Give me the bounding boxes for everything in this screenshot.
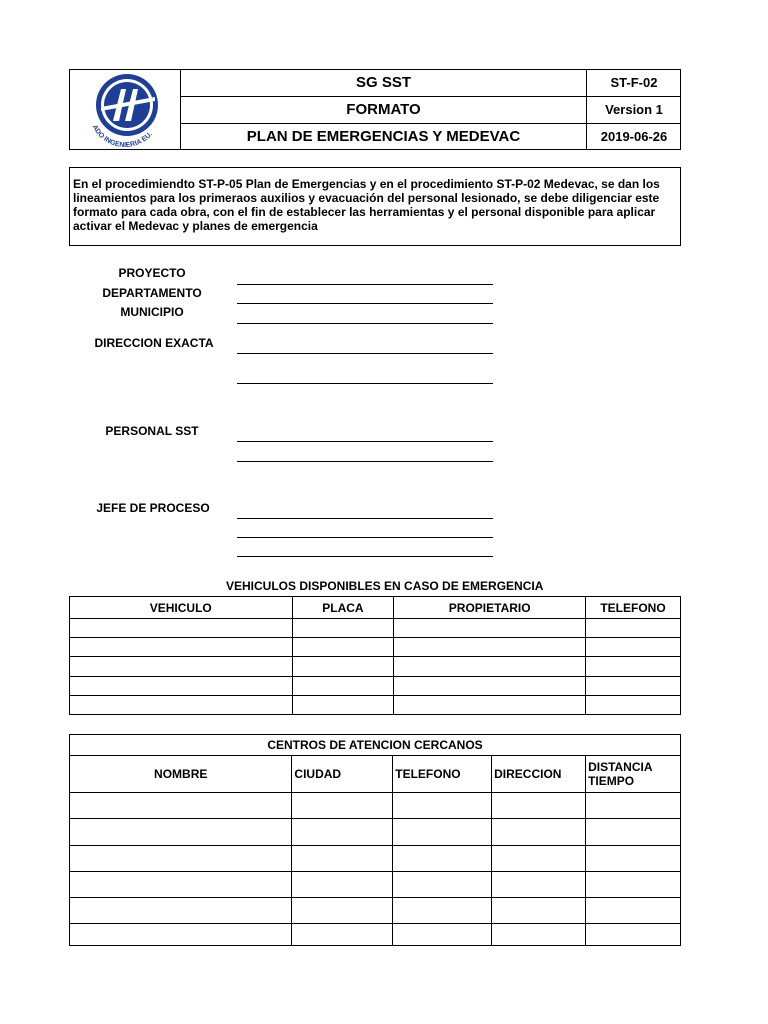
table-row	[70, 696, 681, 715]
table-row	[70, 846, 681, 872]
departamento-line[interactable]	[237, 303, 493, 304]
table-row	[70, 872, 681, 898]
vehicles-title: VEHICULOS DISPONIBLES EN CASO DE EMERGENCIA	[226, 579, 544, 593]
personal-line-1[interactable]	[237, 441, 493, 442]
label-municipio: MUNICIPIO	[120, 305, 184, 319]
table-row	[70, 819, 681, 846]
col-nombre: NOMBRE	[70, 756, 292, 793]
col-direccion: DIRECCION	[492, 756, 586, 793]
col-propietario: PROPIETARIO	[394, 597, 586, 619]
table-row	[70, 793, 681, 819]
company-logo	[69, 69, 181, 150]
col-telefono: TELEFONO	[586, 597, 681, 619]
logo-text: ADO INGENIERIA EU.	[90, 123, 154, 150]
header-title-formato: FORMATO	[181, 96, 587, 123]
label-direccion: DIRECCION EXACTA	[94, 336, 214, 350]
direccion-line-1[interactable]	[237, 353, 493, 354]
proyecto-line[interactable]	[237, 284, 493, 285]
col-tiempo: TIEMPO	[588, 774, 635, 788]
table-row	[70, 924, 681, 946]
centers-table	[69, 734, 681, 946]
municipio-line[interactable]	[237, 323, 493, 324]
table-row	[70, 619, 681, 638]
document-version: Version 1	[605, 102, 663, 117]
label-departamento: DEPARTAMENTO	[102, 286, 202, 300]
table-row	[70, 677, 681, 696]
direccion-line-2[interactable]	[237, 383, 493, 384]
col-ciudad: CIUDAD	[292, 756, 393, 793]
header-title-plan: PLAN DE EMERGENCIAS Y MEDEVAC	[181, 123, 587, 150]
table-row	[70, 638, 681, 657]
document-date: 2019-06-26	[600, 129, 668, 144]
header-divider	[181, 96, 681, 97]
table-row	[70, 657, 681, 677]
header-title-sgsst: SG SST	[181, 69, 587, 96]
table-title-row	[70, 735, 681, 756]
document-code: ST-F-02	[610, 75, 658, 90]
header-divider	[181, 123, 681, 124]
label-personal-sst: PERSONAL SST	[105, 424, 199, 438]
centers-title: CENTROS DE ATENCION CERCANOS	[70, 735, 681, 756]
col-vehiculo: VEHICULO	[70, 597, 293, 619]
label-proyecto: PROYECTO	[118, 266, 186, 280]
personal-line-2[interactable]	[237, 461, 493, 462]
logo-cell	[69, 69, 181, 150]
col-distancia: DISTANCIA	[588, 760, 653, 774]
col-telefono: TELEFONO	[393, 756, 492, 793]
jefe-line-3[interactable]	[237, 556, 493, 557]
col-placa: PLACA	[292, 597, 394, 619]
table-header-row	[70, 597, 681, 619]
table-row	[70, 898, 681, 924]
label-jefe-proceso: JEFE DE PROCESO	[96, 501, 210, 515]
jefe-line-2[interactable]	[237, 537, 493, 538]
jefe-line-1[interactable]	[237, 518, 493, 519]
vehicles-table	[69, 596, 681, 715]
col-distancia-tiempo	[586, 756, 681, 793]
table-header-row	[70, 756, 681, 793]
intro-paragraph: En el procedimiendto ST-P-05 Plan de Emergencias y en el procedimiento ST-P-02 Medevac, se dan los lineamientos para los primeraos auxilios y evacuación del personal lesionado, se debe diligenciar este formato para cada obra, con el fin de establecer las herramientas y el personal disponible para aplicar activar el Medevac y planes de emergencia	[69, 167, 681, 246]
